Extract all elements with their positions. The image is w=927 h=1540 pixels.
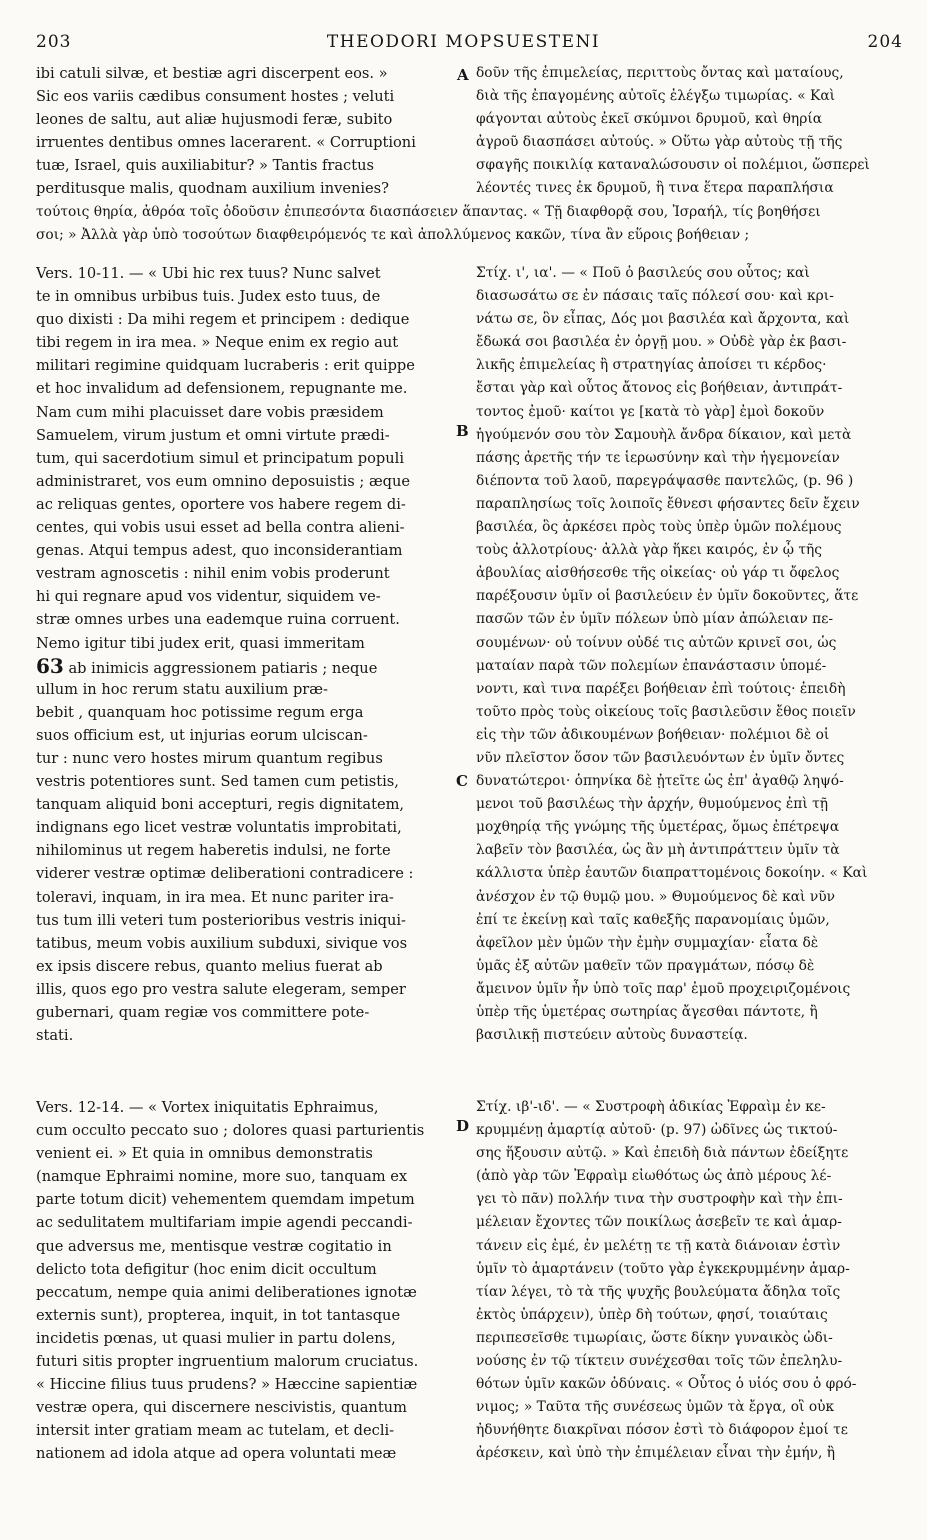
latin-line: ac reliquas gentes, oportere vos habere regem di- bbox=[36, 495, 406, 513]
greek-line: ἐκτὸς ὑπάρχειν), ὑπὲρ δὴ τούτων, φησί, τοιαύταις bbox=[476, 1306, 828, 1323]
greek-line: λαβεῖν τὸν βασιλέα, ὡς ἂν μὴ ἀντιπράττειν ὑμῖν τὰ bbox=[476, 842, 840, 859]
greek-line: κάλλιστα ὑπὲρ ἑαυτῶν διαπραττομένοις δοκοίην. « Καὶ bbox=[476, 865, 868, 882]
greek-line: ἀρέσκειν, καὶ ὑπὸ τὴν ἐπιμέλειαν εἶναι τὴν ἐμήν, ἢ bbox=[476, 1445, 836, 1462]
greek-line: περιπεσεῖσθε τιμωρίαις, ὥστε δίκην γυναικὸς ὠδι- bbox=[476, 1329, 833, 1346]
greek-line: νάτω σε, ὃν εἶπας, Δός μοι βασιλέα καὶ ἄρχοντα, καὶ bbox=[476, 311, 850, 328]
greek-line: νιμος; » Ταῦτα τῆς συνέσεως ὑμῶν τὰ ἔργα, οἳ οὐκ bbox=[476, 1399, 835, 1416]
latin-line: Vers. 10-11. — « Ubi hic rex tuus? Nunc salvet bbox=[36, 265, 381, 282]
page-number-left: 203 bbox=[36, 32, 72, 52]
greek-line: κρυμμένῃ ἁμαρτίᾳ αὐτοῦ· (p. 97) ὠδῖνες ὡς τικτού- bbox=[476, 1122, 838, 1139]
greek-line: ἐπί τε ἐκείνῃ καὶ ταῖς καθεξῆς παρανομίαις ὑμῶν, bbox=[476, 911, 830, 928]
latin-line: incidetis pœnas, ut quasi mulier in partu dolens, bbox=[36, 1329, 396, 1347]
latin-line: tuæ, Israel, quis auxiliabitur? » Tantis fractus bbox=[36, 157, 374, 175]
latin-line: irruentes dentibus omnes lacerarent. « Corruptioni bbox=[36, 134, 416, 152]
latin-line: nationem ad idola atque ad opera voluntati meæ bbox=[36, 1445, 397, 1463]
greek-line: διὰ τῆς ἐπαγομένης αὐτοῖς ἐλέγξω τιμωρίας. « Καὶ bbox=[476, 88, 836, 105]
page-header bbox=[0, 0, 927, 60]
greek-line: ἠδυνήθητε διακρῖναι πόσον ἐστὶ τὸ διάφορον ἐμοί τε bbox=[476, 1422, 848, 1439]
page-number-right: 204 bbox=[867, 32, 903, 52]
latin-line: bebit , quanquam hoc potissime regum erga bbox=[36, 703, 364, 721]
latin-line: tur : nunc vero hostes mirum quantum regibus bbox=[36, 749, 383, 767]
greek-line: ἀνέσχον ἐν τῷ θυμῷ μου. » Θυμούμενος δὲ καὶ νῦν bbox=[476, 888, 835, 905]
greek-line: τάνειν εἰς ἐμέ, ἐν μελέτῃ τε τῇ κατὰ διάνοιαν ἐστὶν bbox=[476, 1237, 841, 1254]
latin-line: ex ipsis discere rebus, quanto melius fuerat ab bbox=[36, 957, 383, 975]
greek-line: βασιλέα, ὃς ἀρκέσει πρὸς τοὺς ὑπὲρ ὑμῶν πολέμους bbox=[476, 519, 842, 536]
latin-line: (namque Ephraimi nomine, more suo, tanquam ex bbox=[36, 1168, 408, 1186]
greek-line: πάσης ἀρετῆς τήν τε ἱερωσύνην καὶ τὴν ἡγεμονείαν bbox=[476, 449, 840, 466]
greek-column-block2 bbox=[476, 262, 906, 1047]
latin-line: tum, qui sacerdotium simul et principatum populi bbox=[36, 449, 404, 467]
greek-line: τοντος ἐμοῦ· καίτοι γε [κατὰ τὸ γὰρ] ἐμοὶ δοκοῦν bbox=[476, 403, 825, 420]
greek-line: βασιλικῇ πιστεύειν αὐτοὺς δυναστείᾳ. bbox=[476, 1027, 748, 1044]
latin-line: tanquam aliquid boni accepturi, regis dignitatem, bbox=[36, 796, 405, 814]
greek-line: μέλειαν ἔχοντες τῶν ποικίλως ἀσεβεῖν τε καὶ ἁμαρ- bbox=[476, 1214, 842, 1231]
greek-line: ὑμῖν τὸ ἁμαρτάνειν (τοῦτο γὰρ ἐγκεκρυμμένην ἁμαρ- bbox=[476, 1260, 850, 1277]
latin-line: administraret, vos eum omnino deposuistis ; æque bbox=[36, 472, 411, 490]
latin-line: futuri sitis propter ingruentium malorum cruciatus. bbox=[36, 1353, 419, 1371]
latin-line: ullum in hoc rerum statu auxilium præ- bbox=[36, 680, 328, 698]
latin-line: vestris potentiores sunt. Sed tamen cum petistis, bbox=[36, 773, 399, 791]
latin-line: et hoc invalidum ad defensionem, repugnante me. bbox=[36, 380, 408, 398]
greek-line: σοι; » Ἀλλὰ γὰρ ὑπὸ τοσούτων διαφθειρόμενός τε καὶ ἀπολλύμενος κακῶν, τίνα ἂν εὕροις βοήθειαν ; bbox=[36, 227, 750, 244]
greek-column-block1 bbox=[476, 62, 906, 201]
margin-marker-a: A bbox=[457, 66, 469, 84]
latin-line: hi qui regnare apud vos videntur, siquidem ve- bbox=[36, 588, 381, 606]
greek-line: ἀβουλίας αἰσθήσεσθε τῆς οἰκείας· οὐ γάρ τι ὄφελος bbox=[476, 565, 840, 582]
greek-line: μενοι τοῦ βασιλέως τὴν ἀρχήν, θυμούμενος ἐπὶ τῇ bbox=[476, 796, 829, 813]
greek-line: Στίχ. ι', ια'. — « Ποῦ ὁ βασιλεύς σου οὗτος; καὶ bbox=[476, 265, 810, 281]
greek-line: μοχθηρίᾳ τῆς γνώμης τῆς ὑμετέρας, ὅμως ἐπέτρεψα bbox=[476, 819, 840, 836]
latin-line: toleravi, inquam, in ira mea. Et nunc pariter ira- bbox=[36, 888, 394, 906]
latin-line: delicto tota defigitur (hoc enim dicit occultum bbox=[36, 1260, 377, 1278]
greek-line: θότων ὑμῖν κακῶν ὀδύναις. « Οὗτος ὁ υἱός σου ὁ φρό- bbox=[476, 1376, 857, 1393]
latin-line: leones de saltu, aut aliæ hujusmodi feræ, subito bbox=[36, 111, 393, 129]
latin-line: que adversus me, mentisque vestræ cogitatio in bbox=[36, 1237, 392, 1255]
latin-line: « Hiccine filius tuus prudens? » Hæccine sapientiæ bbox=[36, 1376, 418, 1394]
latin-line: 63 ab inimicis aggressionem patiaris ; neque bbox=[36, 654, 378, 678]
latin-line: cum occulto peccato suo ; dolores quasi parturientis bbox=[36, 1122, 425, 1140]
latin-line: tibi regem in ira mea. » Neque enim ex regio aut bbox=[36, 334, 399, 352]
latin-line: tatibus, meum vobis auxilium subduxi, sivique vos bbox=[36, 934, 408, 952]
greek-line: σουμένων· οὐ τοίνυν οὐδέ τις αὐτῶν κρινεῖ σοι, ὡς bbox=[476, 634, 837, 651]
greek-line: σφαγῆς ποικιλίᾳ καταναλώσουσιν οἱ πολέμιοι, ὥσπερεὶ bbox=[476, 157, 870, 174]
latin-line: Vers. 12-14. — « Vortex iniquitatis Ephraimus, bbox=[36, 1099, 379, 1116]
latin-line: ac sedulitatem multifariam impie agendi peccandi- bbox=[36, 1214, 413, 1232]
margin-marker-c: C bbox=[456, 772, 468, 790]
original-page-marker: 63 bbox=[36, 654, 64, 678]
latin-line: stræ omnes urbes una eademque ruina corruent. bbox=[36, 611, 400, 629]
greek-line: γει τὸ πᾶν) πολλήν τινα τὴν συστροφὴν καὶ τὴν ἐπι- bbox=[476, 1191, 843, 1208]
greek-line: ἀφεῖλον μὲν ὑμῶν τὴν ἐμὴν συμμαχίαν· εἶατα δὲ bbox=[476, 934, 819, 951]
greek-line: τοῦτο πρὸς τοὺς οἰκείους τοῖς βασιλεῦσιν ἔθος ποιεῖν bbox=[476, 703, 856, 720]
greek-line: τίαν λέγει, τὸ τὰ τῆς ψυχῆς βουλεύματα ἄδηλα τοῖς bbox=[476, 1283, 841, 1300]
greek-line: παρέξουσιν ὑμῖν οἱ βασιλεύειν ἐν ὑμῖν δοκοῦντες, ἅτε bbox=[476, 588, 859, 605]
greek-line: λέοντές τινες ἐκ δρυμοῦ, ἢ τινα ἕτερα παραπλήσια bbox=[476, 180, 834, 197]
latin-line: vestram agnoscetis : nihil enim vobis proderunt bbox=[36, 565, 390, 583]
greek-line: τοὺς ἀλλοτρίους· ἀλλὰ γὰρ ἥκει καιρός, ἐν ᾧ τῆς bbox=[476, 542, 823, 559]
greek-line: δοῦν τῆς ἐπιμελείας, περιττοὺς ὄντας καὶ ματαίους, bbox=[476, 65, 844, 81]
latin-line: Sic eos variis cædibus consument hostes ; veluti bbox=[36, 88, 395, 106]
latin-line: suos officium est, ut injurias eorum ulciscan- bbox=[36, 726, 368, 744]
greek-column-block3 bbox=[476, 1096, 906, 1466]
greek-line: εἰς τὴν τῶν ἀδικουμένων βοήθειαν· πολέμιοι δὲ οἱ bbox=[476, 726, 830, 743]
latin-line: tus tum illi veteri tum posterioribus vestris iniqui- bbox=[36, 911, 406, 929]
latin-line: centes, qui vobis usui esset ad bella contra alieni- bbox=[36, 519, 405, 537]
latin-column-block2 bbox=[36, 262, 452, 1047]
greek-line: ἡγούμενόν σου τὸν Σαμουὴλ ἄνδρα δίκαιον, καὶ μετὰ bbox=[476, 426, 852, 443]
greek-line: ματαίαν παρὰ τῶν πολεμίων ἐπανάστασιν ὑπομέ- bbox=[476, 657, 827, 674]
latin-line: Samuelem, virum justum et omni virtute prædi- bbox=[36, 426, 390, 444]
greek-line: φάγονται αὐτοὺς ἐκεῖ σκύμνοι δρυμοῦ, καὶ θηρία bbox=[476, 111, 823, 128]
latin-column-block1 bbox=[36, 62, 452, 201]
latin-line: illis, quos ego pro vestra salute elegeram, semper bbox=[36, 980, 406, 998]
greek-line: ὑμᾶς ἐξ αὐτῶν μαθεῖν τῶν πραγμάτων, πόσῳ δὲ bbox=[476, 957, 815, 974]
latin-line: externis sunt), propterea, inquit, in tot tantasque bbox=[36, 1306, 401, 1324]
greek-line: νῦν πλεῖστον ὅσον τῶν βασιλευόντων ἐν ὑμῖν ὄντες bbox=[476, 749, 845, 766]
greek-line: ἔσται γὰρ καὶ οὗτος ἄτονος εἰς βοήθειαν, ἀντιπράτ- bbox=[476, 380, 843, 397]
latin-line: Nam cum mihi placuisset dare vobis præsidem bbox=[36, 403, 384, 421]
latin-column-block3 bbox=[36, 1096, 452, 1466]
latin-line: vestræ opera, qui discernere nescivistis, quantum bbox=[36, 1399, 407, 1417]
greek-line: λικῆς ἐπιμελείας ἢ στρατηγίας ἀποίσει τι κέρδος· bbox=[476, 357, 827, 374]
greek-line: διέποντα τοῦ λαοῦ, παρεγράψασθε παντελῶς, (p. 96 ) bbox=[476, 472, 854, 489]
greek-line: νούσης ἐν τῷ τίκτειν συνέχεσθαι τοῖς τῶν ἐπεληλυ- bbox=[476, 1353, 843, 1370]
greek-line: παραπλησίως τοῖς λοιποῖς ἔθνεσι φήσαντες δεῖν ἔχειν bbox=[476, 495, 860, 512]
latin-line: Nemo igitur tibi judex erit, quasi immeritam bbox=[36, 634, 365, 652]
greek-line: δυνατώτεροι· ὁπηνίκα δὲ ᾐτεῖτε ὡς ἐπ' ἀγαθῷ ληψό- bbox=[476, 773, 844, 790]
latin-line: stati. bbox=[36, 1027, 74, 1045]
greek-full-width-lines bbox=[36, 201, 908, 247]
latin-line: quo dixisti : Da mihi regem et principem : dedique bbox=[36, 311, 410, 329]
greek-line: (ἀπὸ γὰρ τῶν Ἐφραὶμ εἰωθότως ὡς ἀπὸ μέρους λέ- bbox=[476, 1168, 832, 1185]
latin-line: genas. Atqui tempus adest, quo inconsiderantiam bbox=[36, 542, 403, 560]
latin-line: parte totum dicit) vehementem quemdam impetum bbox=[36, 1191, 415, 1209]
latin-line: militari regimine quidquam lucraberis : erit quippe bbox=[36, 357, 415, 375]
margin-marker-b: B bbox=[456, 422, 469, 440]
latin-line: te in omnibus urbibus tuis. Judex esto tuus, de bbox=[36, 288, 381, 306]
greek-line: ἀγροῦ διασπάσει αὐτούς. » Οὕτω γὰρ αὐτοὺς τῇ τῆς bbox=[476, 134, 843, 151]
greek-line: τούτοις θηρία, ἀθρόα τοῖς ὁδοῦσιν ἐπιπεσόντα διασπάσειεν ἅπαντας. « Τῇ διαφθορᾷ σου, Ἰσραήλ, τίς βοηθήσει bbox=[36, 204, 821, 220]
greek-line: διασωσάτω σε ἐν πάσαις ταῖς πόλεσί σου· καὶ κρι- bbox=[476, 288, 834, 305]
margin-marker-d: D bbox=[456, 1117, 470, 1135]
greek-line: σης ἥξουσιν αὐτῷ. » Καὶ ἐπειδὴ διὰ πάντων ἐδείξητε bbox=[476, 1145, 849, 1162]
latin-line: venient ei. » Et quia in omnibus demonstratis bbox=[36, 1145, 373, 1163]
latin-line: indignans ego licet vestræ voluntatis improbitati, bbox=[36, 819, 402, 837]
latin-line: ibi catuli silvæ, et bestiæ agri discerpent eos. » bbox=[36, 65, 388, 82]
greek-line: νοντι, καὶ τινα παρέξει βοήθειαν ἐπὶ τούτοις· ἐπειδὴ bbox=[476, 680, 846, 697]
latin-line: gubernari, quam regiæ vos committere pote- bbox=[36, 1004, 370, 1021]
latin-line: perditusque malis, quodnam auxilium invenies? bbox=[36, 180, 389, 198]
greek-line: ἄμεινον ὑμῖν ἦν ὑπὸ τοῖς παρ' ἐμοῦ προχειριζομένοις bbox=[476, 980, 851, 997]
greek-line: πασῶν τῶν ἐν ὑμῖν πόλεων ὑπὸ μίαν ἀπώλειαν πε- bbox=[476, 611, 834, 628]
greek-line: ἔδωκά σοι βασιλέα ἐν ὀργῇ μου. » Οὐδὲ γὰρ ἐκ βασι- bbox=[476, 334, 847, 351]
greek-line: Στίχ. ιβ'-ιδ'. — « Συστροφὴ ἀδικίας Ἐφραὶμ ἐν κε- bbox=[476, 1099, 826, 1115]
running-title: THEODORI MOPSUESTENI bbox=[326, 32, 601, 52]
latin-line: viderer vestræ optimæ deliberationi contradicere : bbox=[36, 865, 414, 883]
latin-line: intersit inter gratiam meam ac tutelam, et decli- bbox=[36, 1422, 395, 1440]
latin-line: peccatum, nempe quia animi deliberationes ignotæ bbox=[36, 1283, 417, 1301]
latin-line: nihilominus ut regem haberetis indulsi, ne forte bbox=[36, 842, 391, 860]
greek-line: ὑπὲρ τῆς ὑμετέρας σωτηρίας ἄγεσθαι πάντοτε, ἢ bbox=[476, 1004, 818, 1020]
